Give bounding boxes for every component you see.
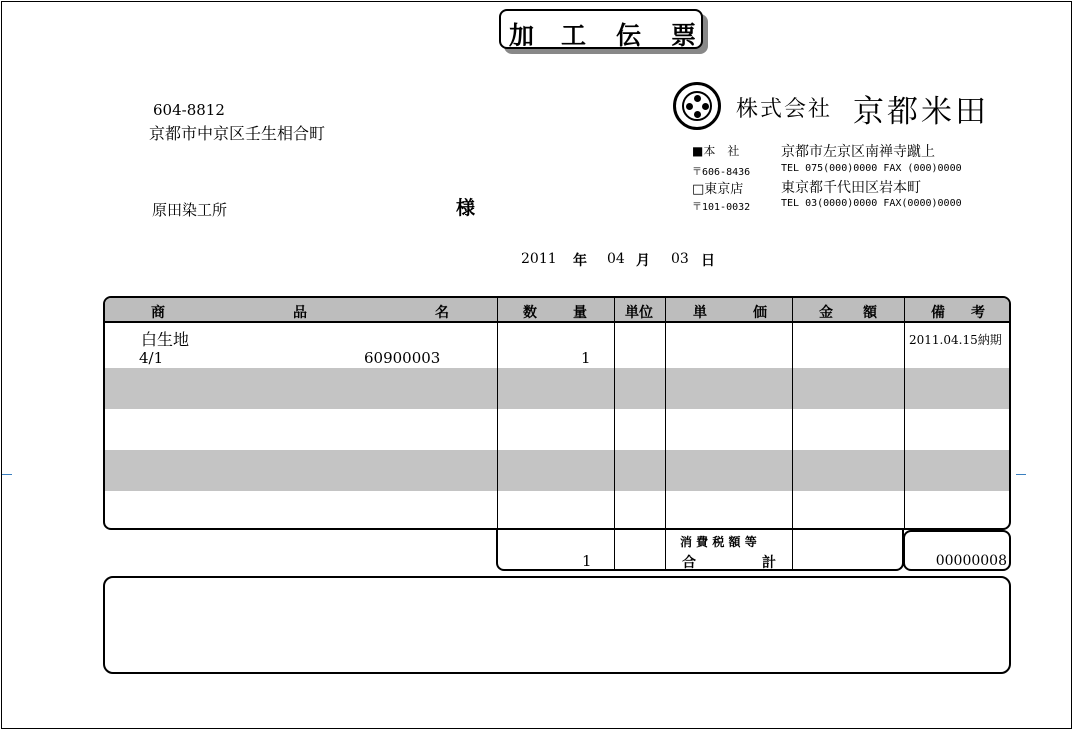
tokyo-store-contact: TEL 03(0000)0000 FAX(0000)0000 [781, 198, 962, 209]
column-divider [614, 530, 615, 569]
recipient-address: 京都市中京区壬生相合町 [149, 124, 326, 143]
header-qty-1: 数 [523, 305, 537, 321]
memo-box [103, 576, 1011, 674]
date-year-label: 年 [573, 253, 587, 269]
title-char-4: 票 [671, 21, 697, 50]
fold-mark-right [1016, 474, 1026, 475]
column-divider [665, 298, 666, 528]
company-name-prefix: 株式会社 [736, 97, 833, 122]
total-quantity: 1 [582, 552, 592, 570]
header-qty-2: 量 [573, 305, 587, 321]
company-logo-icon [673, 82, 721, 130]
grand-total-value: 00000008 [935, 553, 1007, 569]
column-divider [497, 298, 498, 528]
table-row-band [105, 368, 1009, 409]
header-remarks-1: 備 [931, 305, 945, 321]
header-price-1: 単 [693, 305, 707, 321]
header-remarks-2: 考 [971, 305, 985, 321]
row-date: 4/1 [139, 349, 164, 367]
total-label-1: 合 [682, 555, 696, 571]
head-office-label: ■本 社 [692, 144, 740, 158]
title-char-1: 加 [509, 21, 535, 50]
header-unit: 単位 [625, 305, 653, 321]
grand-total-box [903, 530, 1011, 571]
header-item-1: 商 [151, 305, 165, 321]
totals-box [496, 530, 904, 571]
header-item-3: 名 [435, 305, 449, 321]
row-code: 60900003 [364, 349, 441, 367]
column-divider [904, 298, 905, 528]
document-title [499, 9, 703, 49]
recipient-honorific: 様 [456, 197, 476, 219]
date-day-label: 日 [701, 253, 715, 269]
column-divider [792, 530, 793, 569]
tokyo-store-label: □東京店 [692, 182, 744, 197]
table-row-band [105, 450, 1009, 491]
tokyo-store-address: 東京都千代田区岩本町 [781, 180, 921, 196]
row-quantity: 1 [581, 349, 591, 367]
date-month: 04 [607, 251, 625, 267]
header-amount-2: 額 [863, 305, 877, 321]
header-item-2: 品 [293, 305, 307, 321]
recipient-postal-code: 604-8812 [153, 101, 225, 119]
date-month-label: 月 [636, 253, 650, 269]
fold-mark-left [2, 474, 12, 475]
head-office-address: 京都市左京区南禅寺蹴上 [781, 144, 935, 160]
column-divider [614, 298, 615, 528]
column-divider [665, 530, 666, 569]
head-office-contact: TEL 075(000)0000 FAX (000)0000 [781, 163, 962, 174]
recipient-name: 原田染工所 [152, 201, 228, 219]
total-label-2: 計 [762, 555, 776, 571]
title-char-2: 工 [561, 21, 587, 50]
header-price-2: 価 [753, 305, 767, 321]
tax-label: 消 費 税 額 等 [680, 535, 757, 549]
date-day: 03 [671, 251, 689, 267]
items-table [103, 296, 1011, 530]
tokyo-store-postal: 〒101-0032 [692, 202, 751, 213]
column-divider [792, 298, 793, 528]
company-name-main: 京都米田 [853, 94, 989, 130]
row-remarks: 2011.04.15納期 [909, 333, 1002, 347]
title-char-3: 伝 [616, 21, 642, 50]
row-product-name: 白生地 [141, 330, 190, 349]
head-office-postal: 〒606-8436 [692, 167, 751, 178]
date-year: 2011 [521, 251, 557, 267]
header-amount-1: 金 [819, 305, 833, 321]
